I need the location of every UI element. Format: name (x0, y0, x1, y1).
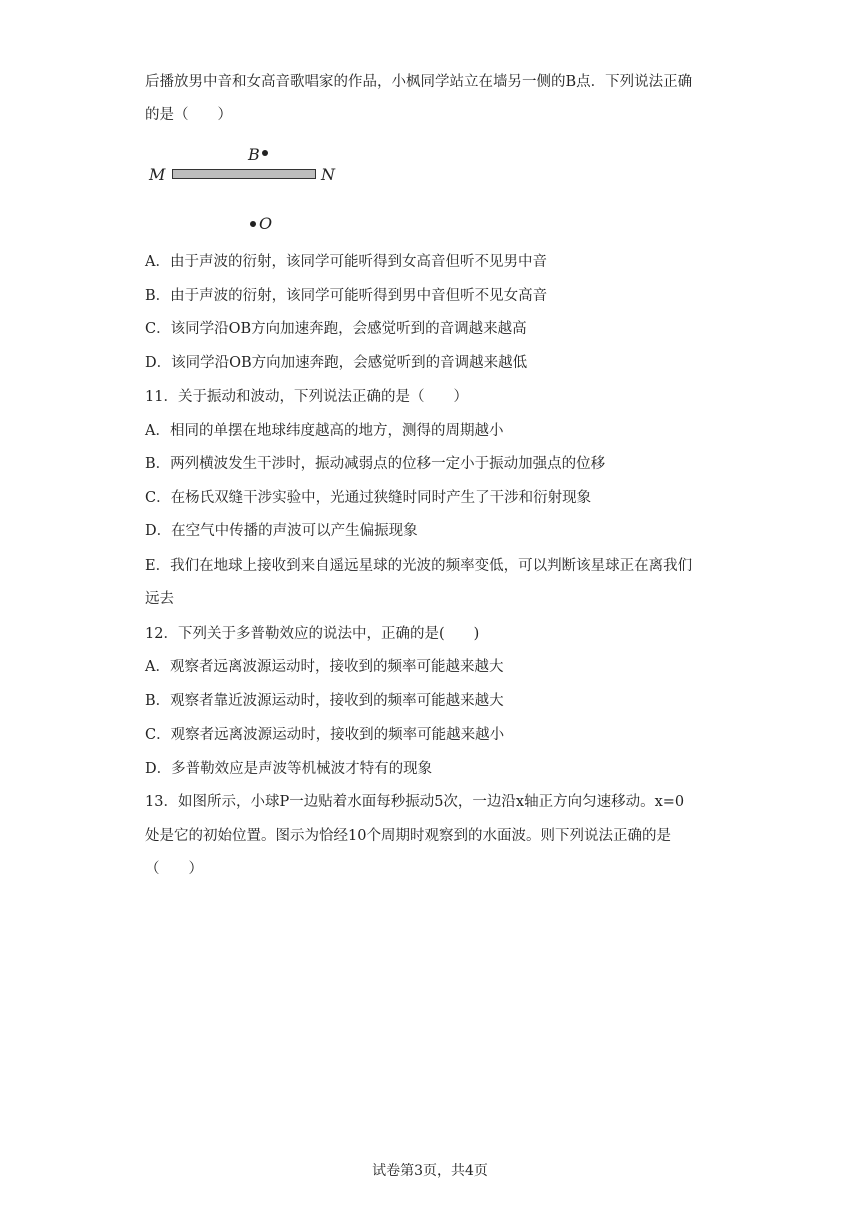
label-m: M (149, 165, 166, 184)
question-stem: 11．关于振动和波动，下列说法正确的是（ ） (145, 389, 468, 405)
option-line: A．观察者远离波源运动时，接收到的频率可能越来越大 (145, 659, 504, 675)
option-line: A．由于声波的衍射，该同学可能听得到女高音但听不见男中音 (145, 254, 547, 270)
option-line: D．该同学沿OB方向加速奔跑，会感觉听到的音调越来越低 (145, 355, 528, 371)
point-b-dot (262, 150, 268, 156)
question-stem: 处是它的初始位置。图示为恰经10个周期时观察到的水面波。则下列说法正确的是 (145, 828, 671, 844)
option-line: C．在杨氏双缝干涉实验中，光通过狭缝时同时产生了干涉和衍射现象 (145, 490, 592, 506)
label-b: B (248, 145, 260, 164)
option-line: E．我们在地球上接收到来自遥远星球的光波的频率变低，可以判断该星球正在离我们 (145, 558, 693, 574)
wall-mn (172, 169, 316, 179)
question-stem: （ ） (145, 861, 203, 877)
label-n: N (321, 165, 335, 184)
wall-diagram (145, 140, 345, 240)
option-line: 远去 (145, 591, 174, 607)
option-line: C．该同学沿OB方向加速奔跑，会感觉听到的音调越来越高 (145, 321, 527, 337)
label-o: O (259, 214, 273, 233)
question-stem: 12．下列关于多普勒效应的说法中，正确的是( ) (145, 626, 480, 642)
question-stem: 13．如图所示，小球P一边贴着水面每秒振动5次，一边沿x轴正方向匀速移动。x=0 (145, 794, 685, 810)
option-line: B．由于声波的衍射，该同学可能听得到男中音但听不见女高音 (145, 288, 548, 304)
option-line: B．观察者靠近波源运动时，接收到的频率可能越来越大 (145, 693, 504, 709)
page-footer: 试卷第3页，共4页 (372, 1163, 488, 1179)
point-o-dot (250, 221, 256, 227)
line: 的是（ ） (145, 107, 232, 123)
option-line: C．观察者远离波源运动时，接收到的频率可能越来越小 (145, 727, 505, 743)
option-line: D．在空气中传播的声波可以产生偏振现象 (145, 523, 418, 539)
option-line: B．两列横波发生干涉时，振动减弱点的位移一定小于振动加强点的位移 (145, 456, 606, 472)
option-line: A．相同的单摆在地球纬度越高的地方，测得的周期越小 (145, 423, 504, 439)
line: 后播放男中音和女高音歌唱家的作品，小枫同学站立在墙另一侧的B点．下列说法正确 (145, 74, 693, 90)
option-line: D．多普勒效应是声波等机械波才特有的现象 (145, 761, 433, 777)
